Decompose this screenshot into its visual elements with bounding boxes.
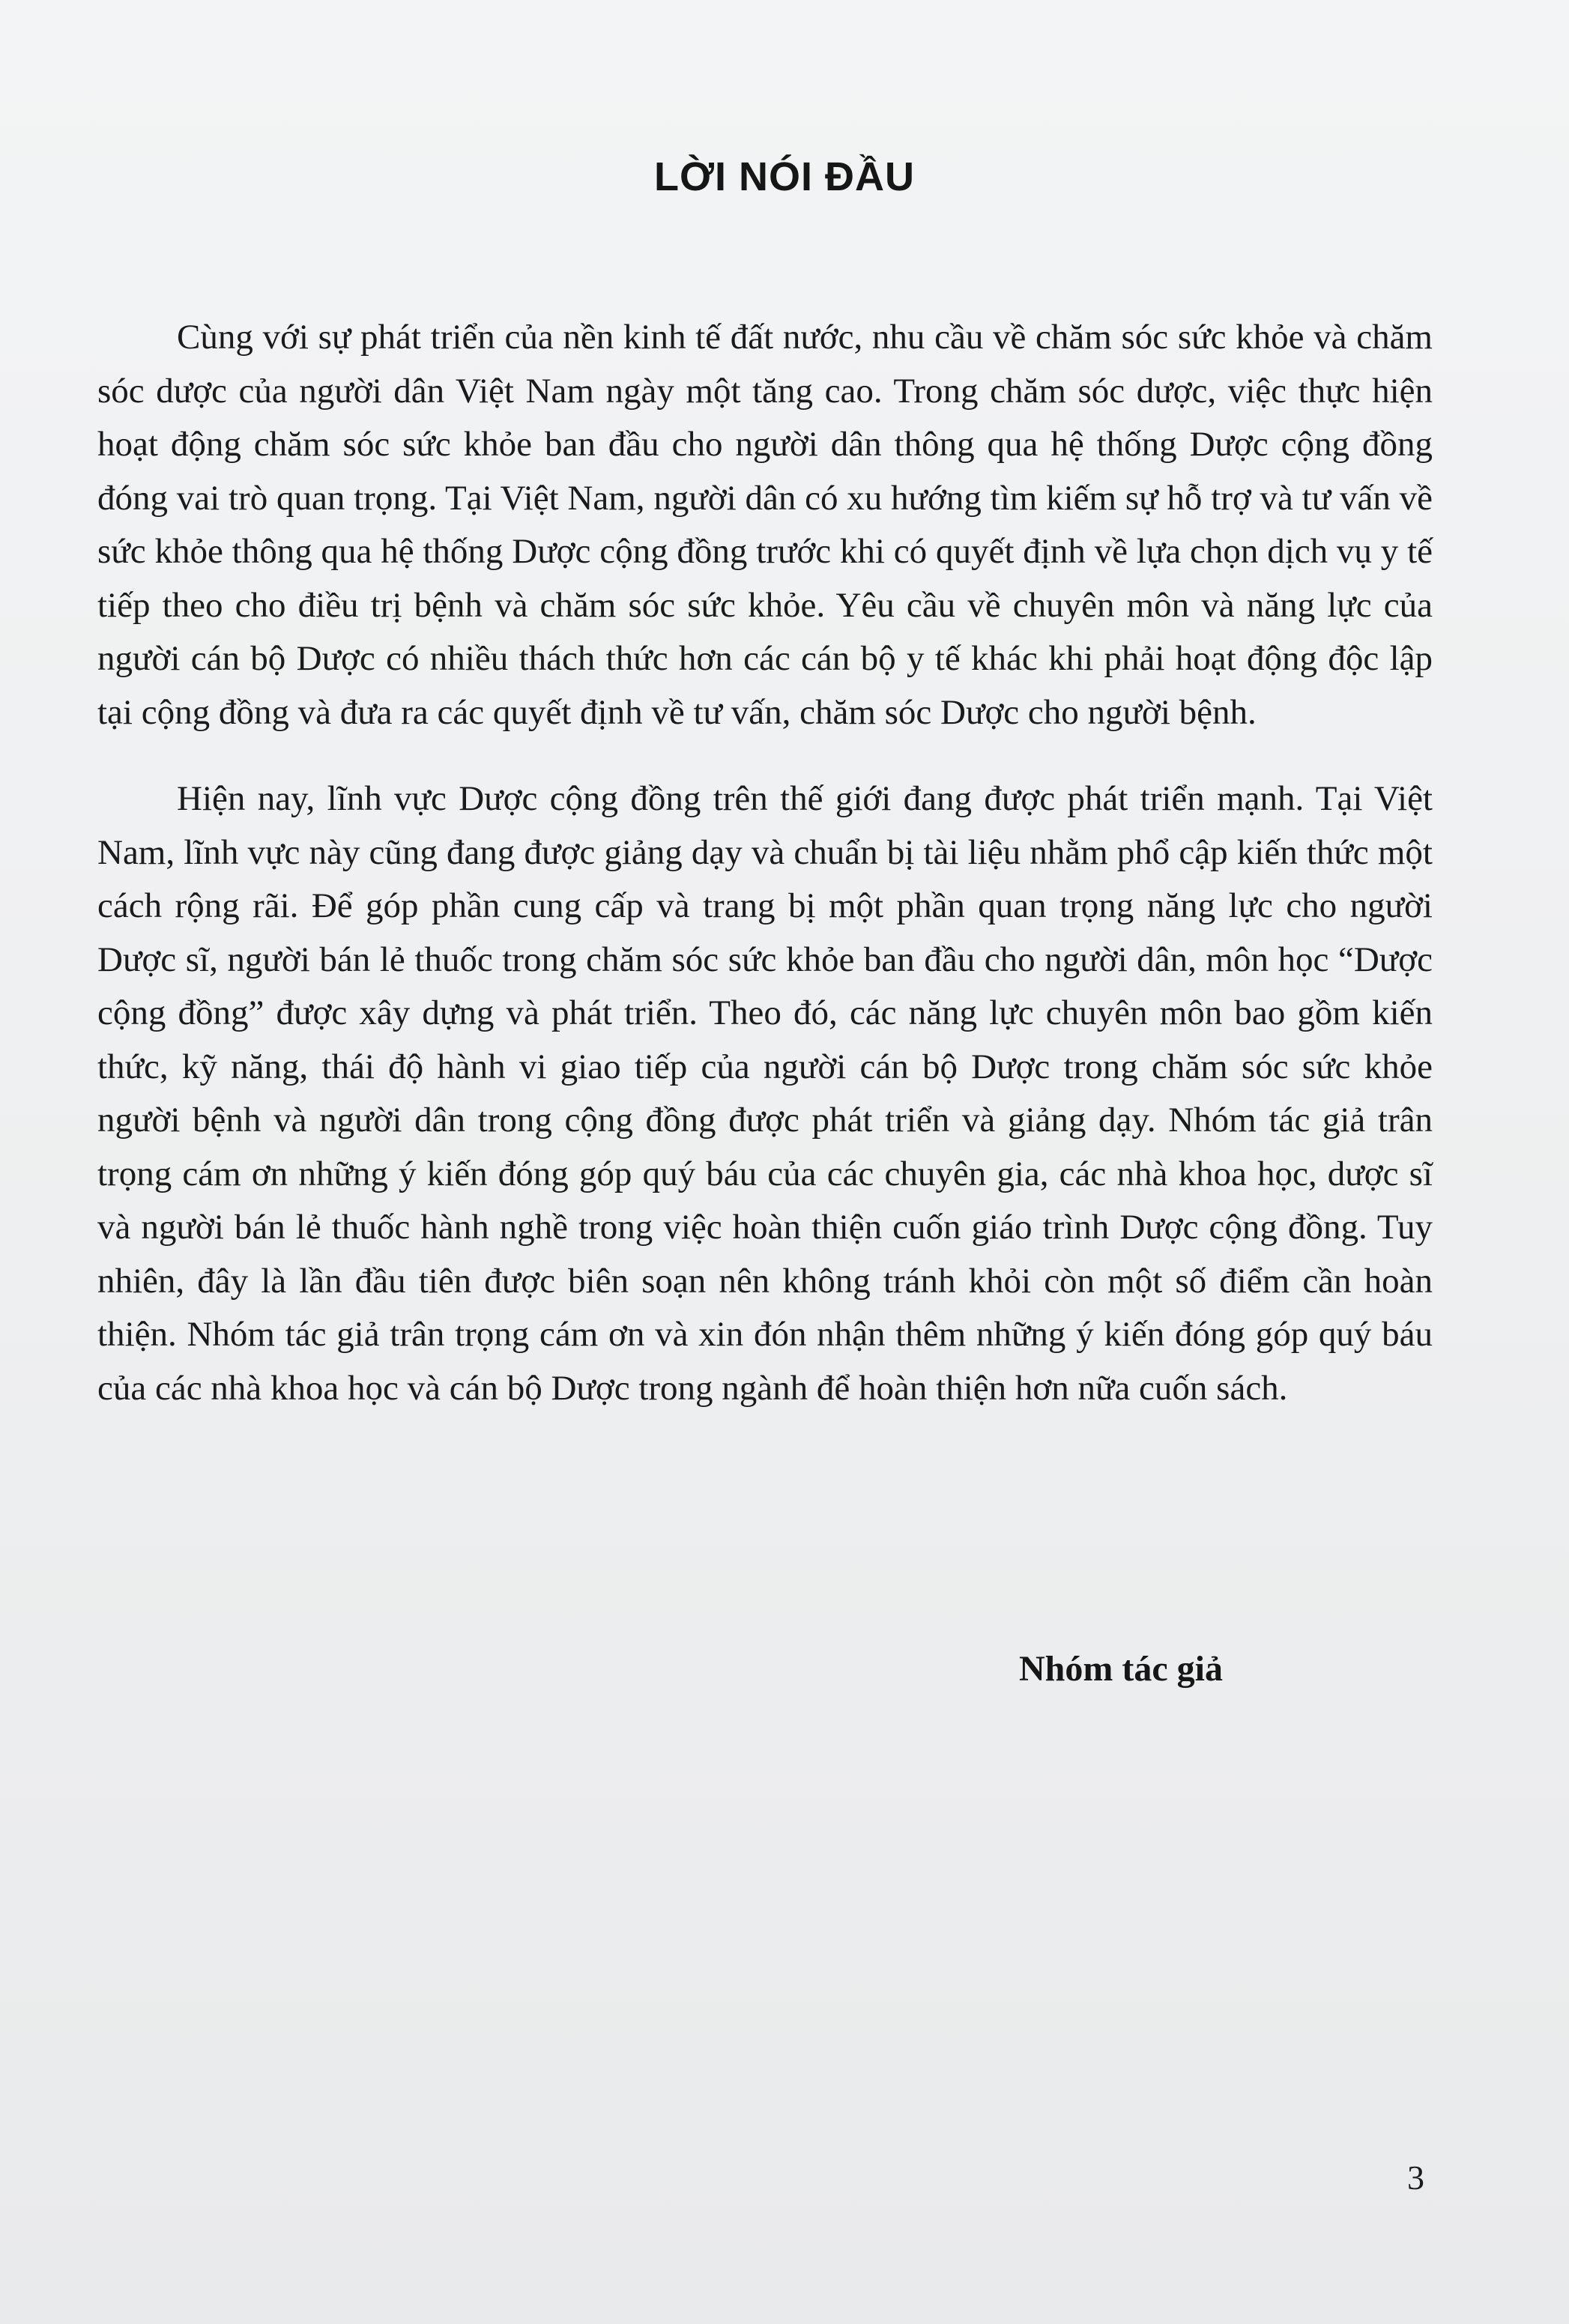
- page-title: LỜI NÓI ĐẦU: [653, 154, 916, 199]
- paragraph-1: Cùng với sự phát triển của nền kinh tế đất nước, nhu cầu về chăm sóc sức khỏe và chăm sóc dược của người dân Việt Nam ngày một tăng cao. Trong chăm sóc dược, việc thực hiện hoạt động chăm sóc sức khỏe ban đầu cho người dân thông qua hệ thống Dược cộng đồng đóng vai trò quan trọng. Tại Việt Nam, người dân có xu hướng tìm kiếm sự hỗ trợ và tư vấn về sức khỏe thông qua hệ thống Dược cộng đồng trước khi có quyết định về lựa chọn dịch vụ y tế tiếp theo cho điều trị bệnh và chăm sóc sức khỏe. Yêu cầu về chuyên môn và năng lực của người cán bộ Dược có nhiều thách thức hơn các cán bộ y tế khác khi phải hoạt động độc lập tại cộng đồng và đưa ra các quyết định về tư vấn, chăm sóc Dược cho người bệnh.: [97, 318, 1433, 732]
- page-number: 3: [1407, 2158, 1424, 2197]
- paragraph-2: Hiện nay, lĩnh vực Dược cộng đồng trên thế giới đang được phát triển mạnh. Tại Việt Nam, lĩnh vực này cũng đang được giảng dạy và chuẩn bị tài liệu nhằm phổ cập kiến thức một cách rộng rãi. Để góp phần cung cấp và trang bị một phần quan trọng năng lực cho người Dược sĩ, người bán lẻ thuốc trong chăm sóc sức khỏe ban đầu cho người dân, môn học “Dược cộng đồng” được xây dựng và phát triển. Theo đó, các năng lực chuyên môn bao gồm kiến thức, kỹ năng, thái độ hành vi giao tiếp của người cán bộ Dược trong chăm sóc sức khỏe người bệnh và người dân trong cộng đồng được phát triển và giảng dạy. Nhóm tác giả trân trọng cám ơn những ý kiến đóng góp quý báu của các chuyên gia, các nhà khoa học, dược sĩ và người bán lẻ thuốc hành nghề trong việc hoàn thiện cuốn giáo trình Dược cộng đồng. Tuy nhiên, đây là lần đầu tiên được biên soạn nên không tránh khỏi còn một số điểm cần hoàn thiện. Nhóm tác giả trân trọng cám ơn và xin đón nhận thêm những ý kiến đóng góp quý báu của các nhà khoa học và cán bộ Dược trong ngành để hoàn thiện hơn nữa cuốn sách.: [97, 779, 1433, 1408]
- author-signature: Nhóm tác giả: [1019, 1649, 1223, 1689]
- preface-body: [97, 311, 1433, 1448]
